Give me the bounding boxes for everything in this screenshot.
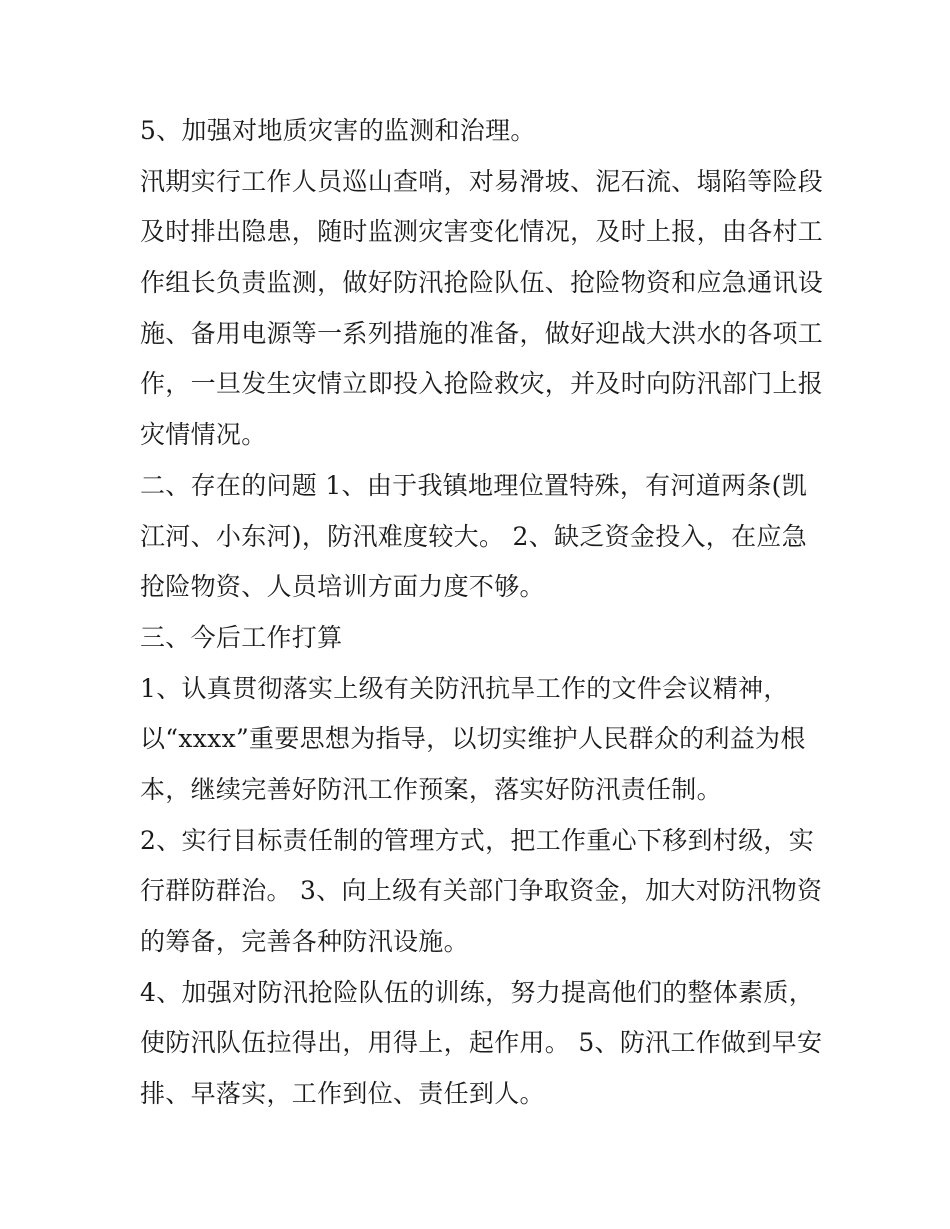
text-line: 以“xxxx”重要思想为指导，以切实维护人民群众的利益为根 xyxy=(140,724,806,754)
text-line: 及时排出隐患，随时监测灾害变化情况，及时上报，由各村工 xyxy=(140,217,824,247)
text-line: 2、实行目标责任制的管理方式，把工作重心下移到村级，实 xyxy=(140,825,815,855)
text-line: 作组长负责监测，做好防汛抢险队伍、抢险物资和应急通讯设 xyxy=(140,268,824,298)
text-line: 二、存在的问题 1、由于我镇地理位置特殊，有河道两条(凯 xyxy=(140,470,808,500)
text-line: 作，一旦发生灾情立即投入抢险救灾，并及时向防汛部门上报 xyxy=(140,369,824,399)
text-line: 施、备用电源等一系列措施的准备，做好迎战大洪水的各项工 xyxy=(140,318,824,348)
text-line: 1、认真贯彻落实上级有关防汛抗旱工作的文件会议精神， xyxy=(140,673,789,703)
text-line: 的筹备，完善各种防汛设施。 xyxy=(140,927,469,956)
text-line: 抢险物资、人员培训方面力度不够。 xyxy=(140,572,545,602)
text-line: 汛期实行工作人员巡山查哨，对易滑坡、泥石流、塌陷等险段 xyxy=(140,166,824,196)
text-line: 本，继续完善好防汛工作预案，落实好防汛责任制。 xyxy=(140,774,722,804)
text-line: 使防汛队伍拉得出，用得上，起作用。 5、防汛工作做到早安 xyxy=(140,1028,823,1058)
text-line: 灾情情况。 xyxy=(140,420,267,450)
text-line: 4、加强对防汛抢险队伍的训练，努力提高他们的整体素质， xyxy=(140,977,815,1007)
text-line: 三、今后工作打算 xyxy=(140,622,343,652)
text-line: 排、早落实，工作到位、责任到人。 xyxy=(140,1079,545,1109)
document-body xyxy=(140,106,840,1120)
text-line: 5、加强对地质灾害的监测和治理。 xyxy=(140,116,536,145)
text-line: 行群防群治。 3、向上级有关部门争取资金，加大对防汛物资 xyxy=(140,876,823,906)
text-line: 江河、小东河)，防汛难度较大。 2、缺乏资金投入，在应急 xyxy=(140,521,808,551)
